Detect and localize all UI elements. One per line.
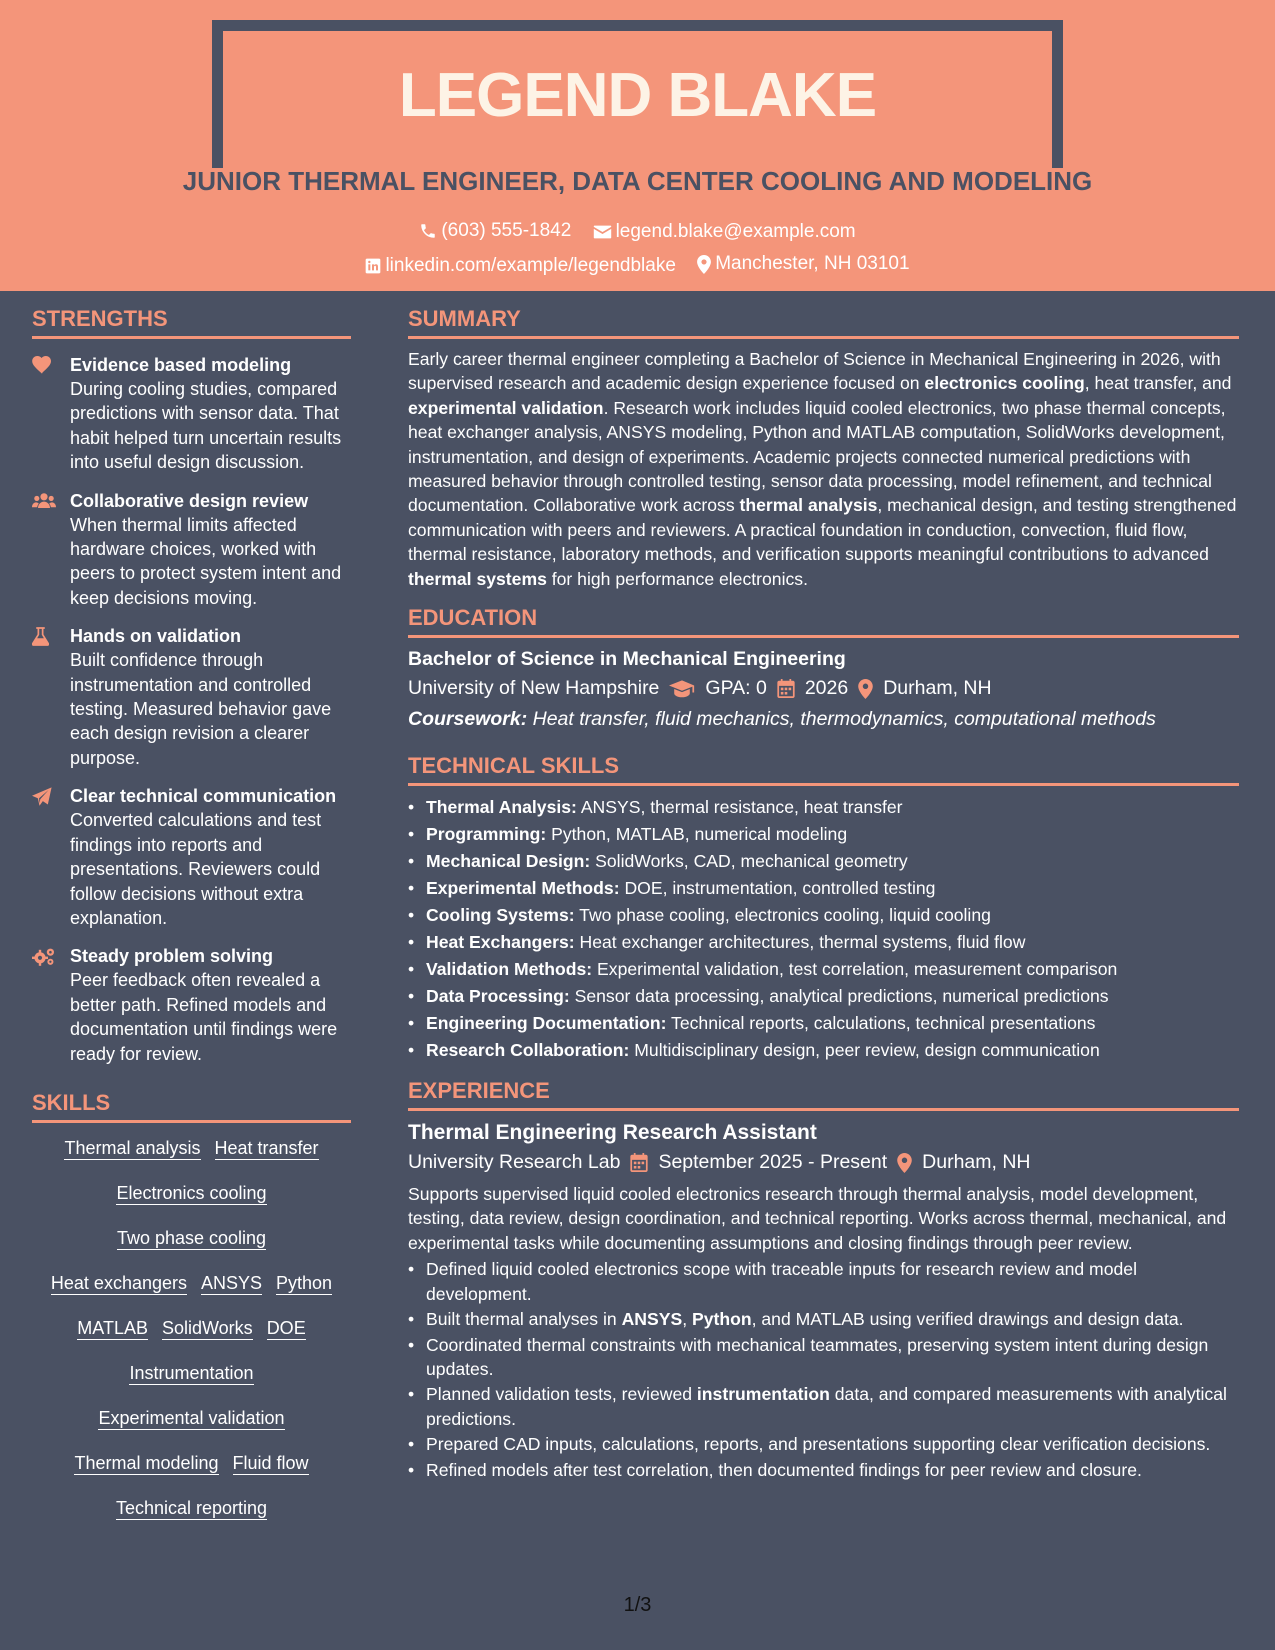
phone-text: (603) 555-1842 xyxy=(441,220,572,241)
education-meta xyxy=(408,677,1239,700)
bullet-text: , and MATLAB using verified drawings and design data. xyxy=(751,1309,1184,1330)
contact-phone[interactable] xyxy=(419,220,571,242)
map-pin-icon xyxy=(858,679,873,699)
strength-desc: During cooling studies, compared predictions with sensor data. That habit helped turn uncertain results into useful design discussion. xyxy=(70,379,342,473)
list-item xyxy=(408,875,1239,902)
experience-meta xyxy=(408,1151,1239,1174)
skill-value: Two phase cooling, electronics cooling, liquid cooling xyxy=(574,905,991,926)
skill-label: Engineering Documentation: xyxy=(426,1013,667,1034)
list-item xyxy=(408,983,1239,1010)
gpa-text: GPA: 0 xyxy=(705,677,767,700)
strengths-list xyxy=(32,353,351,1066)
skill-tag: Heat transfer xyxy=(214,1137,319,1158)
contact-row-1 xyxy=(0,220,1275,246)
skill-label: Data Processing: xyxy=(426,986,570,1007)
experience-heading: EXPERIENCE xyxy=(408,1078,1239,1111)
list-item xyxy=(408,1458,1239,1482)
envelope-icon xyxy=(593,224,612,240)
strength-title: Hands on validation xyxy=(70,626,242,647)
header-banner xyxy=(0,0,1275,291)
gears-icon xyxy=(32,947,56,967)
skills-row xyxy=(32,1317,351,1362)
skills-row xyxy=(32,1227,351,1272)
summary-part: for high performance electronics. xyxy=(546,568,808,589)
calendar-icon xyxy=(630,1153,648,1172)
bullet-emphasis: instrumentation xyxy=(696,1384,830,1405)
strength-item xyxy=(32,353,351,475)
skill-label: Mechanical Design: xyxy=(426,851,591,872)
skill-value: Multidisciplinary design, peer review, design communication xyxy=(629,1040,1100,1061)
skills-row xyxy=(32,1182,351,1227)
email-text: legend.blake@example.com xyxy=(615,221,856,242)
skill-value: SolidWorks, CAD, mechanical geometry xyxy=(590,851,908,872)
skill-label: Thermal Analysis: xyxy=(426,797,577,818)
linkedin-icon xyxy=(365,258,381,274)
list-item xyxy=(408,1037,1239,1064)
strength-title: Clear technical communication xyxy=(70,786,337,807)
skill-tag: Technical reporting xyxy=(115,1497,268,1518)
summary-emphasis: thermal systems xyxy=(408,568,547,589)
experience-location: Durham, NH xyxy=(922,1151,1031,1174)
paper-plane-icon xyxy=(32,787,52,807)
skill-tag: MATLAB xyxy=(77,1317,148,1338)
list-item xyxy=(408,1307,1239,1331)
experience-description: Supports supervised liquid cooled electronics research through thermal analysis, model development, testing, data review, design coordination, and technical reporting. Works across thermal, mechanical, and experimental tasks while documenting assumptions and closing findings through peer review. xyxy=(408,1184,1227,1253)
linkedin-text: linkedin.com/example/legendblake xyxy=(385,254,676,276)
strength-title: Evidence based modeling xyxy=(70,355,292,375)
bullet-text: Coordinated thermal constraints with mechanical teammates, preserving system intent during design updates. xyxy=(426,1334,1209,1379)
graduation-year: 2026 xyxy=(804,677,849,700)
skills-row xyxy=(32,1452,351,1497)
skills-row xyxy=(32,1497,351,1542)
summary-part: , mechanical design, and testing strengthened communication with peers and reviewers. A practical foundation in conduction, convection, fluid flow, thermal resistance, laboratory methods, and verification supports meaningful contributions to advanced xyxy=(408,495,1237,565)
flask-icon xyxy=(32,627,49,646)
summary-emphasis: experimental validation xyxy=(408,397,604,418)
list-item xyxy=(408,848,1239,875)
list-item xyxy=(408,956,1239,983)
strength-item xyxy=(32,944,351,1066)
summary-part: , heat transfer, and xyxy=(1084,373,1232,394)
strength-desc: Converted calculations and test findings into reports and presentations. Reviewers could follow decisions without extra explanation. xyxy=(70,810,322,928)
skills-row xyxy=(32,1137,351,1182)
skill-value: Python, MATLAB, numerical modeling xyxy=(546,824,848,845)
map-pin-icon xyxy=(897,1153,912,1173)
skill-value: Technical reports, calculations, technical presentations xyxy=(666,1013,1096,1034)
bullet-text: Built thermal analyses in xyxy=(426,1309,622,1330)
skill-value: Experimental validation, test correlation, measurement comparison xyxy=(592,959,1118,980)
strength-title: Steady problem solving xyxy=(70,946,274,967)
skill-label: Cooling Systems: xyxy=(426,905,575,926)
list-item xyxy=(408,902,1239,929)
strength-item xyxy=(32,489,351,611)
skill-tag: Instrumentation xyxy=(129,1362,254,1383)
page-number: 1/3 xyxy=(623,1594,652,1616)
contact-email[interactable] xyxy=(593,221,856,243)
bullet-text: Refined models after test correlation, then documented findings for peer review and closure. xyxy=(426,1459,1142,1480)
company-name: University Research Lab xyxy=(408,1151,621,1174)
strength-desc: When thermal limits affected hardware choices, worked with peers to protect system intent and keep decisions moving. xyxy=(70,514,342,608)
list-item xyxy=(408,1010,1239,1037)
skill-tag: Fluid flow xyxy=(232,1452,309,1473)
skill-value: ANSYS, thermal resistance, heat transfer xyxy=(576,797,903,818)
left-column xyxy=(32,306,351,1542)
list-item xyxy=(408,1333,1239,1382)
bullet-text: Planned validation tests, reviewed xyxy=(426,1384,697,1405)
strength-item xyxy=(32,784,351,930)
graduation-cap-icon xyxy=(669,680,695,698)
bullet-emphasis: ANSYS xyxy=(621,1309,683,1330)
list-item xyxy=(408,1257,1239,1306)
coursework-text: Heat transfer, fluid mechanics, thermodynamics, computational methods xyxy=(527,708,1156,731)
skill-label: Research Collaboration: xyxy=(426,1040,630,1061)
contact-row-2 xyxy=(0,253,1275,280)
contact-location xyxy=(697,253,909,275)
skill-tag: Experimental validation xyxy=(98,1407,285,1428)
bullet-text: , xyxy=(682,1309,692,1330)
technical-skills-list xyxy=(408,794,1239,1064)
education-heading: EDUCATION xyxy=(408,605,1239,638)
school-name: University of New Hampshire xyxy=(408,677,660,700)
degree-name: Bachelor of Science in Mechanical Engineering xyxy=(408,648,846,671)
experience-bullets xyxy=(408,1257,1239,1482)
skills-row xyxy=(32,1272,351,1317)
strength-title: Collaborative design review xyxy=(70,490,309,511)
list-item xyxy=(408,929,1239,956)
skills-cloud xyxy=(32,1137,351,1542)
users-icon xyxy=(32,492,56,508)
list-item xyxy=(408,821,1239,848)
skill-label: Programming: xyxy=(426,824,547,845)
skill-tag: DOE xyxy=(266,1317,306,1338)
skill-label: Heat Exchangers: xyxy=(426,932,575,953)
contact-linkedin[interactable] xyxy=(365,255,675,277)
list-item xyxy=(408,794,1239,821)
summary-part: . Research work includes liquid cooled electronics, two phase thermal concepts, heat exchanger analysis, ANSYS modeling, Python and MATLAB computation, SolidWorks development, instrumentation, and design of experiments. Academic projects connected numerical predictions with measured behavior through controlled testing, sensor data processing, model refinement, and technical documentation. Collaborative work across xyxy=(408,397,1226,516)
skill-value: Heat exchanger architectures, thermal systems, fluid flow xyxy=(574,932,1026,953)
skill-value: Sensor data processing, analytical predictions, numerical predictions xyxy=(569,986,1109,1007)
skills-row xyxy=(32,1362,351,1407)
bullet-text: Defined liquid cooled electronics scope with traceable inputs for research review and model development. xyxy=(426,1259,1137,1304)
right-column xyxy=(408,306,1239,1483)
skills-row xyxy=(32,1407,351,1452)
list-item xyxy=(408,1382,1239,1431)
bullet-emphasis: Python xyxy=(691,1309,752,1330)
strength-desc: Built confidence through instrumentation and controlled testing. Measured behavior gave each design revision a clearer purpose. xyxy=(70,650,332,768)
skill-tag: Thermal modeling xyxy=(74,1452,219,1473)
bullet-text: data, and compared measurements with analytical predictions. xyxy=(426,1384,1227,1429)
technical-skills-heading: TECHNICAL SKILLS xyxy=(408,753,1239,786)
bullet-text: Prepared CAD inputs, calculations, reports, and presentations supporting clear verification decisions. xyxy=(426,1434,1211,1455)
location-text: Manchester, NH 03101 xyxy=(715,253,910,274)
skill-tag: SolidWorks xyxy=(161,1317,253,1338)
summary-emphasis: thermal analysis xyxy=(739,495,878,516)
coursework-label: Coursework: xyxy=(408,708,528,731)
skill-label: Experimental Methods: xyxy=(426,878,620,899)
summary-text xyxy=(408,347,1239,591)
strength-item xyxy=(32,624,351,770)
strength-desc: Peer feedback often revealed a better path. Refined models and documentation until findings were ready for review. xyxy=(70,970,338,1064)
skill-tag: Electronics cooling xyxy=(116,1182,267,1203)
calendar-icon xyxy=(777,679,795,698)
candidate-name: LEGEND BLAKE xyxy=(398,61,877,130)
phone-icon xyxy=(419,222,437,240)
coursework xyxy=(408,708,1239,731)
skill-tag: Python xyxy=(276,1272,333,1293)
summary-part: Early career thermal engineer completing a Bachelor of Science in Mechanical Engineering in 2026, with supervised research and academic design experience focused on xyxy=(408,349,1221,394)
skill-tag: Thermal analysis xyxy=(64,1137,201,1158)
strengths-heading: STRENGTHS xyxy=(32,306,351,339)
skill-tag: Two phase cooling xyxy=(116,1227,267,1248)
map-pin-icon xyxy=(697,255,711,274)
skill-value: DOE, instrumentation, controlled testing xyxy=(619,878,936,899)
skill-label: Validation Methods: xyxy=(426,959,593,980)
summary-emphasis: electronics cooling xyxy=(924,373,1085,394)
job-title-headline: JUNIOR THERMAL ENGINEER, DATA CENTER COOLING AND MODELING xyxy=(182,166,1093,196)
skills-heading: SKILLS xyxy=(32,1090,351,1123)
education-location: Durham, NH xyxy=(883,677,992,700)
skill-tag: Heat exchangers xyxy=(50,1272,187,1293)
employment-dates: September 2025 - Present xyxy=(658,1151,888,1174)
heart-icon xyxy=(32,356,52,374)
experience-job-title: Thermal Engineering Research Assistant xyxy=(408,1121,817,1145)
list-item xyxy=(408,1432,1239,1456)
skill-tag: ANSYS xyxy=(201,1272,263,1293)
summary-heading: SUMMARY xyxy=(408,306,1239,339)
